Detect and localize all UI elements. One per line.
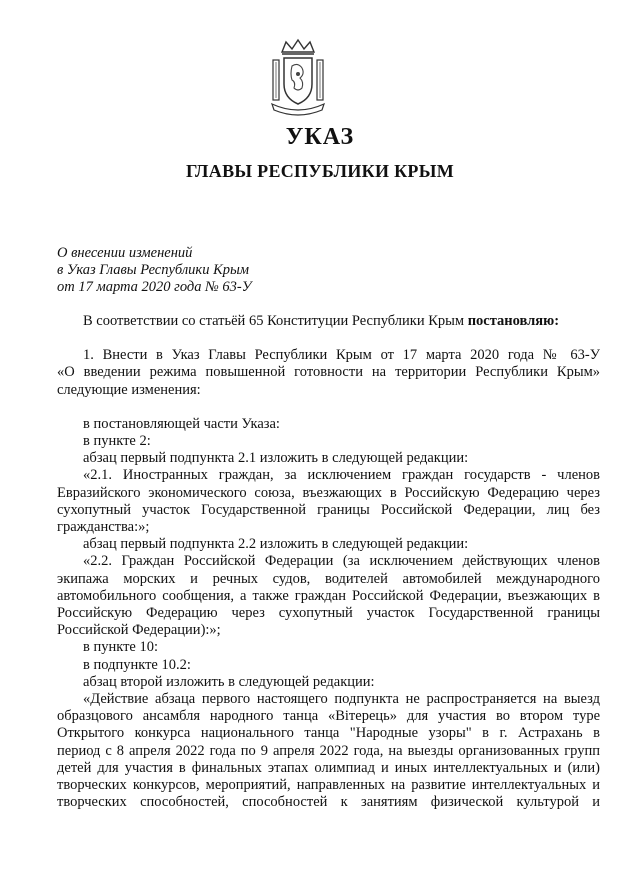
decree-body xyxy=(57,313,600,811)
quote-line: «Действие абзаца первого настоящего подпункта не распространяется на выезд xyxy=(83,691,600,708)
change-line: в подпункте 10.2: xyxy=(83,656,191,673)
quote-line: Евразийского экономического союза, въезжающих в Российскую Федерацию через xyxy=(57,484,600,501)
quote-line: Российской Федерации):»; xyxy=(57,622,221,639)
quote-line: Российскую Федерацию через сухопутный участок Государственной границы xyxy=(57,605,600,622)
change-line: в постановляющей части Указа: xyxy=(83,415,280,432)
quote-line: Открытого конкурса национального танца "Народные узоры" в г. Астрахань в xyxy=(57,725,600,742)
change-line: в пункте 10: xyxy=(83,639,159,656)
reference-line: в Указ Главы Республики Крым xyxy=(57,262,250,278)
item1-line: следующие изменения: xyxy=(57,381,201,398)
quote-line: детей для участия в финальных этапах олимпиад и иных интеллектуальных и (или) xyxy=(57,759,600,776)
reference-block xyxy=(57,245,252,296)
quote-line: автомобильного сообщения, а также граждан Российской Федерации, въезжающих в xyxy=(57,587,600,604)
change-line: абзац первый подпункта 2.2 изложить в следующей редакции: xyxy=(83,536,469,553)
quote-line: «2.1. Иностранных граждан, за исключением граждан государств - членов xyxy=(83,467,600,484)
quote-line: гражданства:»; xyxy=(57,519,150,536)
quote-line: творческих способностей, способностей к занятиям физической культурой и xyxy=(57,794,600,811)
item1-line: 1. Внести в Указ Главы Республики Крым от 17 марта 2020 года № 63-У xyxy=(83,347,600,364)
quote-line: образцового ансамбля народного танца «Вітерець» для участия во втором туре xyxy=(57,708,600,725)
reference-line: от 17 марта 2020 года № 63-У xyxy=(57,279,252,295)
change-line: абзац второй изложить в следующей редакции: xyxy=(83,673,375,690)
reference-line: О внесении изменений xyxy=(57,245,193,261)
change-line: абзац первый подпункта 2.1 изложить в следующей редакции: xyxy=(83,450,469,467)
preamble: В соответствии со статьёй 65 Конституции Республики Крым постановляю: xyxy=(83,313,560,329)
decree-subtitle: ГЛАВЫ РЕСПУБЛИКИ КРЫМ xyxy=(186,161,454,181)
quote-line: период с 8 апреля 2022 года по 9 апреля 2022 года, на выезды организованных групп xyxy=(57,742,600,759)
change-line: в пункте 2: xyxy=(83,433,151,450)
quote-line: творческих конкурсов, мероприятий, направленных на развитие интеллектуальных и xyxy=(57,777,600,794)
quote-line: экипажа морских и речных судов, водителей автомобилей международного xyxy=(57,570,600,587)
quote-line: «2.2. Граждан Российской Федерации (за исключением действующих членов xyxy=(83,553,600,570)
crimea-coat-of-arms-icon xyxy=(268,38,328,116)
item1-line: «О введении режима повышенной готовности на территории Республики Крым» xyxy=(57,364,600,381)
quote-line: сухопутный участок Государственной границы Российской Федерации, лиц без xyxy=(57,501,600,518)
preamble-bold: постановляю: xyxy=(467,313,560,329)
decree-title: УКАЗ xyxy=(285,124,355,150)
